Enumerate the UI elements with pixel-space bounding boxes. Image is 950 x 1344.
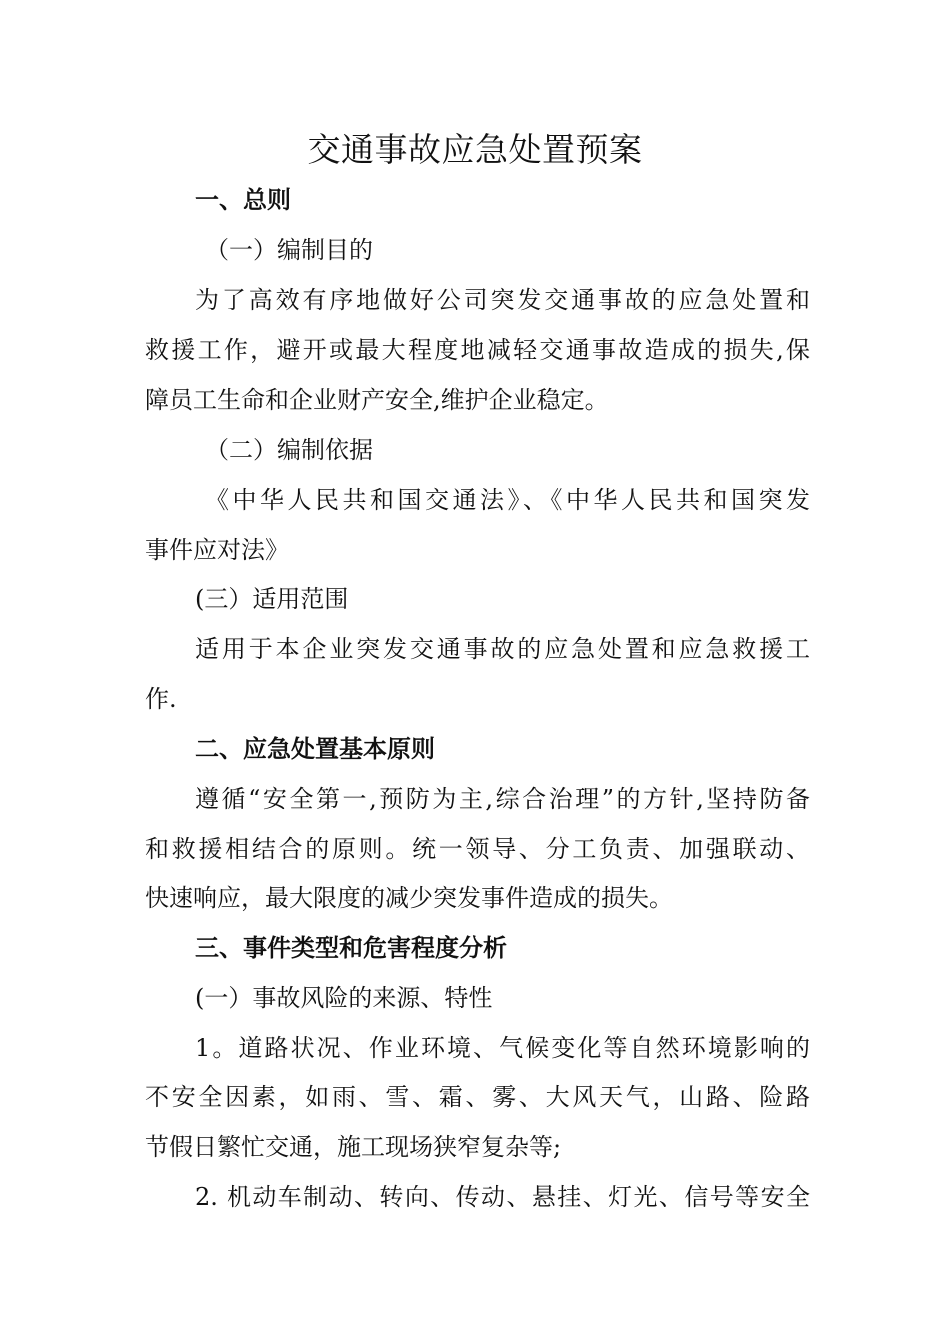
- paragraph-line: 救援工作，避开或最大程度地减轻交通事故造成的损失,保: [145, 336, 810, 364]
- paragraph-line: 事件应对法》: [145, 536, 289, 564]
- paragraph-line: 适用于本企业突发交通事故的应急处置和应急救援工: [195, 635, 810, 663]
- subsection-heading-risk-sources: (一）事故风险的来源、特性: [195, 984, 493, 1012]
- paragraph-line: 为了高效有序地做好公司突发交通事故的应急处置和: [195, 286, 810, 314]
- paragraph-line: 不安全因素，如雨、雪、霜、雾、大风天气，山路、险路: [145, 1083, 810, 1111]
- paragraph-line: 快速响应，最大限度的减少突发事件造成的损失。: [145, 884, 673, 912]
- paragraph-line: 作.: [145, 685, 177, 713]
- paragraph-line: 《中华人民共和国交通法》、《中华人民共和国突发: [205, 486, 810, 514]
- paragraph-line: 遵循“安全第一,预防为主,综合治理”的方针,坚持防备: [195, 785, 810, 813]
- paragraph-line: 障员工生命和企业财产安全,维护企业稳定。: [145, 386, 609, 414]
- subsection-heading-purpose: （一）编制目的: [205, 236, 373, 264]
- paragraph-line: 节假日繁忙交通，施工现场狭窄复杂等;: [145, 1133, 562, 1161]
- section-heading-principles: 二、应急处置基本原则: [195, 735, 435, 763]
- section-heading-general: 一、总则: [195, 186, 291, 214]
- paragraph-line: 和救援相结合的原则。统一领导、分工负责、加强联动、: [145, 835, 810, 863]
- document-title: 交通事故应急处置预案: [307, 130, 643, 169]
- paragraph-line: 1。道路状况、作业环境、气候变化等自然环境影响的: [195, 1034, 810, 1062]
- subsection-heading-scope: (三）适用范围: [195, 585, 349, 613]
- section-heading-event-types: 三、事件类型和危害程度分析: [195, 934, 507, 962]
- paragraph-line: 2. 机动车制动、转向、传动、悬挂、灯光、信号等安全: [195, 1183, 810, 1211]
- subsection-heading-basis: （二）编制依据: [205, 436, 373, 464]
